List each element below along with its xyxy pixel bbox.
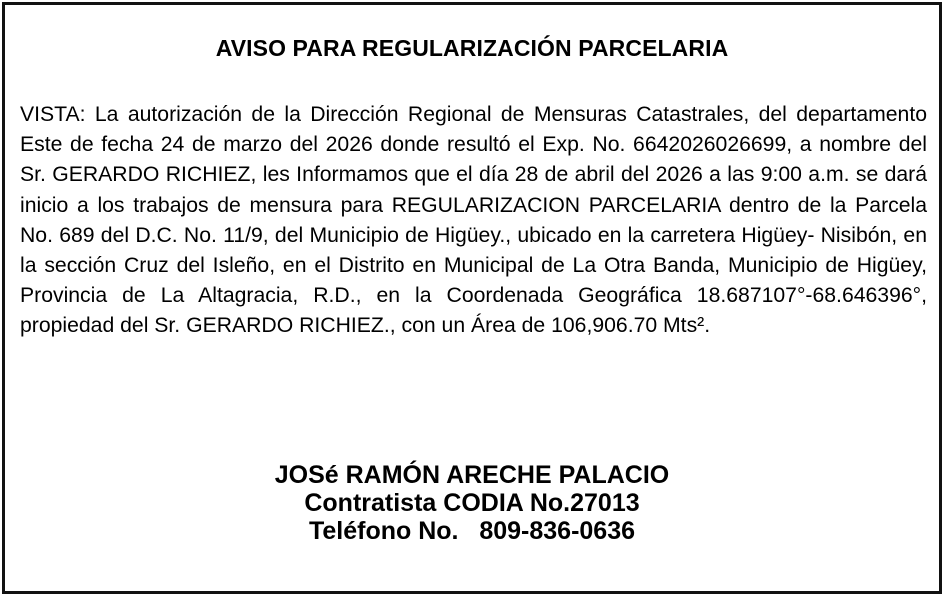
signature-name: JOSé RAMÓN ARECHE PALACIO bbox=[274, 461, 670, 489]
notice-title: AVISO PARA REGULARIZACIÓN PARCELARIA bbox=[215, 35, 729, 61]
signature-phone: Teléfono No. 809-836-0636 bbox=[308, 517, 636, 545]
notice-box bbox=[2, 2, 942, 594]
signature-block bbox=[5, 461, 939, 545]
notice-body: VISTA: La autorización de la Dirección Regional de Mensuras Catastrales, del departamento Este de fecha 24 de marzo del 2026 donde resultó el Exp. No. 6642026026699, a nombre del Sr. GERARDO RICHIEZ, les Informamos que el día 28 de abril del 2026 a las 9:00 a.m. se dará inicio a los trabajos de mensura para REGULARIZACION PARCELARIA dentro de la Parcela No. 689 del D.C. No. 11/9, del Municipio de Higüey., ubicado en la carretera Higüey- Nisibón, en la sección Cruz del Isleño, en el Distrito en Municipal de La Otra Banda, Municipio de Higüey, Provincia de La Altagracia, R.D., en la Coordenada Geográfica 18.687107°-68.646396°, propiedad del Sr. GERARDO RICHIEZ., con un Área de 106,906.70 Mts². bbox=[20, 103, 927, 338]
signature-credential: Contratista CODIA No.27013 bbox=[304, 489, 640, 517]
